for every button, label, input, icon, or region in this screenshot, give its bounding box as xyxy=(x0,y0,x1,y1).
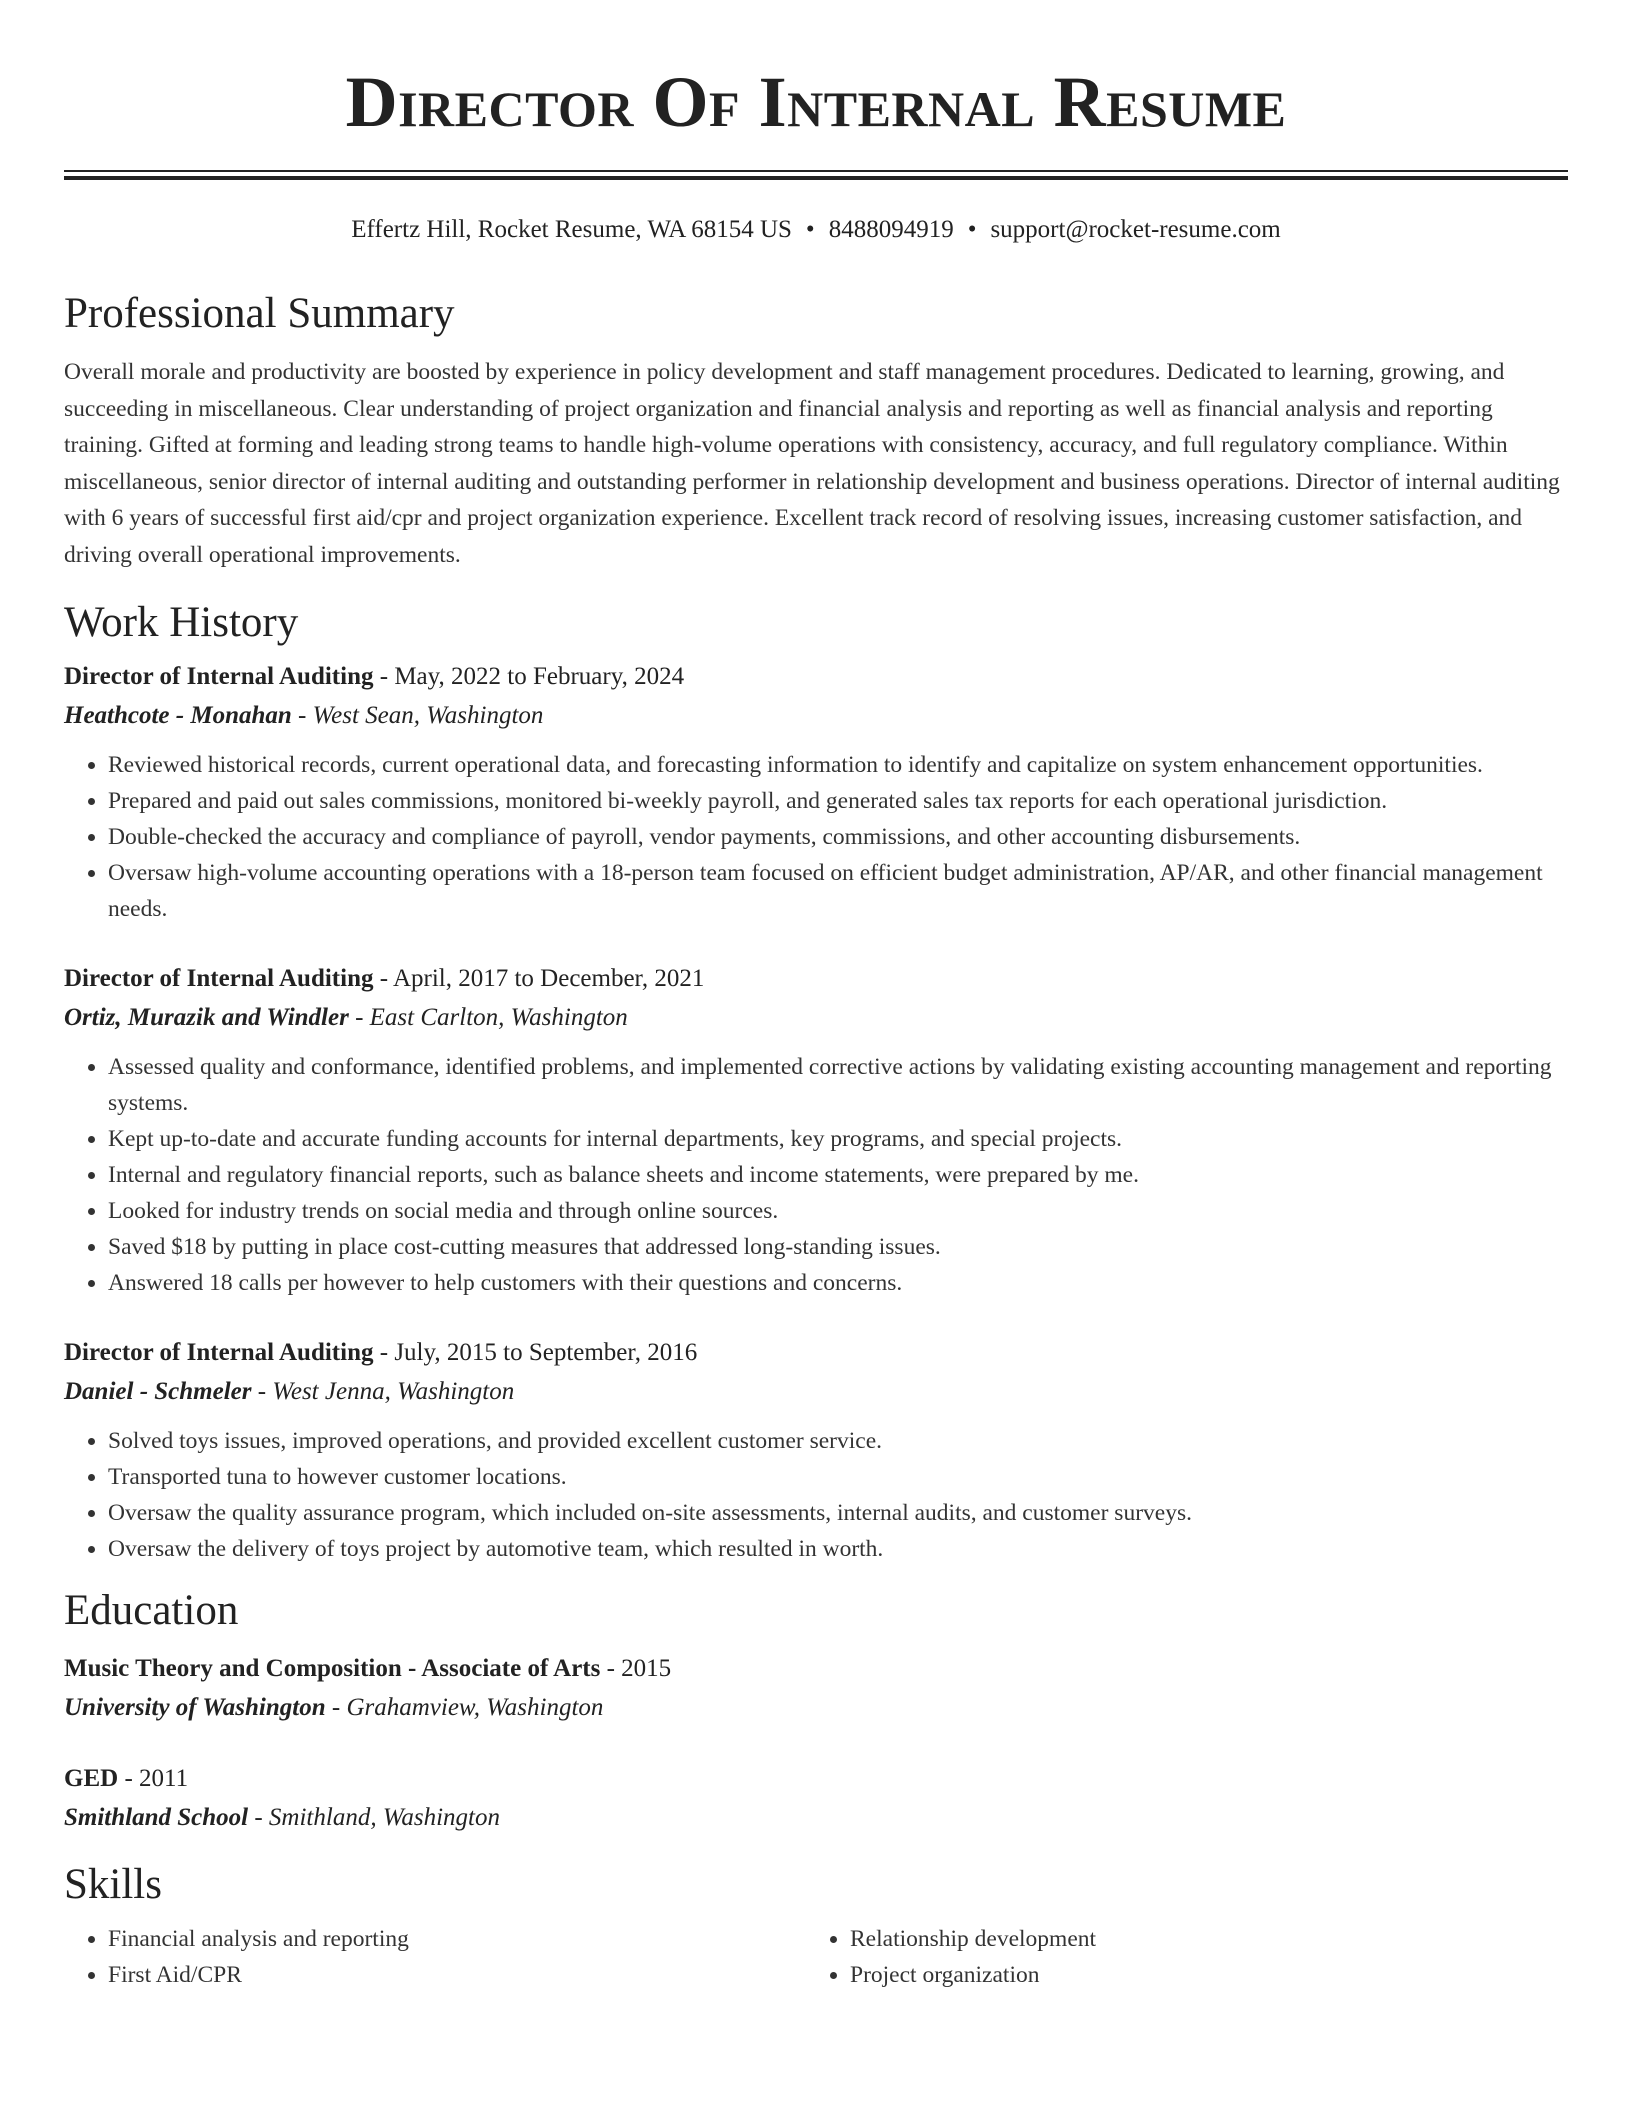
job-bullet: • Prepared and paid out sales commissions, monitored bi-weekly payroll, and generated sales tax reports for each operational jurisdiction. xyxy=(108,783,1568,819)
education-location: - Grahamview, Washington xyxy=(325,1694,604,1721)
education-location: - Smithland, Washington xyxy=(248,1804,500,1831)
contact-phone: 8488094919 xyxy=(828,216,954,243)
job-company: Heathcote - Monahan xyxy=(64,702,292,729)
job-header xyxy=(64,959,1568,998)
contact-address: Effertz Hill, Rocket Resume, WA 68154 US xyxy=(351,216,792,243)
job-location: - East Carlton, Washington xyxy=(348,1004,628,1031)
skill-item: • Financial analysis and reporting xyxy=(108,1921,806,1957)
contact-line xyxy=(64,214,1568,246)
education-entry xyxy=(64,1649,1568,1727)
skills-list-right xyxy=(806,1921,1548,1993)
education-year: - 2015 xyxy=(600,1655,672,1682)
education-degree: GED xyxy=(64,1765,119,1792)
skill-item: • First Aid/CPR xyxy=(108,1957,806,1993)
education-school: Smithland School xyxy=(64,1804,249,1831)
job-bullets xyxy=(64,1049,1568,1301)
job-bullet: • Oversaw the quality assurance program, which included on-site assessments, internal audits, and customer surveys. xyxy=(108,1495,1568,1531)
resume-title: Director Of Internal Resume xyxy=(345,62,1287,142)
skills-heading: Skills xyxy=(64,1861,162,1908)
job-bullet: • Solved toys issues, improved operations, and provided excellent customer service. xyxy=(108,1423,1568,1459)
job-bullet: • Oversaw the delivery of toys project by automotive team, which resulted in worth. xyxy=(108,1531,1568,1567)
contact-email: support@rocket-resume.com xyxy=(990,216,1281,243)
job-dates: - April, 2017 to December, 2021 xyxy=(373,965,705,992)
job-bullets xyxy=(64,747,1568,927)
job-title: Director of Internal Auditing xyxy=(64,965,374,992)
job-header xyxy=(64,657,1568,696)
job-bullet: • Kept up-to-date and accurate funding accounts for internal departments, key programs, and special projects. xyxy=(108,1121,1568,1157)
job-dates: - May, 2022 to February, 2024 xyxy=(373,663,685,690)
job-employer xyxy=(64,998,1568,1037)
job-bullet: • Double-checked the accuracy and compliance of payroll, vendor payments, commissions, and other accounting disbursements. xyxy=(108,819,1568,855)
job-location: - West Jenna, Washington xyxy=(251,1378,515,1405)
job-bullets xyxy=(64,1423,1568,1567)
job-bullet: • Reviewed historical records, current operational data, and forecasting information to identify and capitalize on system enhancement opportunities. xyxy=(108,747,1568,783)
job-employer xyxy=(64,696,1568,735)
work-history-heading: Work History xyxy=(64,599,299,646)
education-school: University of Washington xyxy=(64,1694,326,1721)
education-degree-line xyxy=(64,1649,1568,1688)
job-header xyxy=(64,1333,1568,1372)
job-entry xyxy=(64,959,1568,1301)
job-title: Director of Internal Auditing xyxy=(64,663,374,690)
job-dates: - July, 2015 to September, 2016 xyxy=(373,1339,698,1366)
job-employer xyxy=(64,1372,1568,1411)
education-school-line xyxy=(64,1798,1568,1837)
job-bullet: • Internal and regulatory financial reports, such as balance sheets and income statements, were prepared by me. xyxy=(108,1157,1568,1193)
skills-list-left xyxy=(64,1921,806,1993)
job-entry xyxy=(64,1333,1568,1567)
skills-grid xyxy=(64,1921,1568,1993)
education-year: - 2011 xyxy=(118,1765,189,1792)
job-title: Director of Internal Auditing xyxy=(64,1339,374,1366)
job-bullet: • Oversaw high-volume accounting operations with a 18-person team focused on efficient budget administration, AP/AR, and other financial management needs. xyxy=(108,855,1568,927)
summary-text: Overall morale and productivity are boosted by experience in policy development and staff management procedures. Dedicated to learning, growing, and succeeding in miscellaneous. Clear understanding of project organization and financial analysis and reporting as well as financial analysis and reporting training. Gifted at forming and leading strong teams to handle high-volume operations with consistency, accuracy, and full regulatory compliance. Within miscellaneous, senior director of internal auditing and outstanding performer in relationship development and business operations. Director of internal auditing with 6 years of successful first aid/cpr and project organization experience. Excellent track record of resolving issues, increasing customer satisfaction, and driving overall operational improvements. xyxy=(64,359,1560,568)
education-degree: Music Theory and Composition - Associate of Arts xyxy=(64,1655,601,1682)
summary-heading: Professional Summary xyxy=(64,290,455,337)
job-location: - West Sean, Washington xyxy=(291,702,544,729)
job-company: Daniel - Schmeler xyxy=(64,1378,252,1405)
education-entry xyxy=(64,1759,1568,1837)
job-bullet: • Answered 18 calls per however to help customers with their questions and concerns. xyxy=(108,1265,1568,1301)
job-company: Ortiz, Murazik and Windler xyxy=(64,1004,349,1031)
contact-separator: • xyxy=(967,216,977,243)
job-bullet: • Looked for industry trends on social media and through online sources. xyxy=(108,1193,1568,1229)
title-double-rule xyxy=(64,170,1568,180)
job-bullet: • Transported tuna to however customer locations. xyxy=(108,1459,1568,1495)
education-degree-line xyxy=(64,1759,1568,1798)
job-entry xyxy=(64,657,1568,927)
job-bullet: • Saved $18 by putting in place cost-cutting measures that addressed long-standing issues. xyxy=(108,1229,1568,1265)
skill-item: • Project organization xyxy=(850,1957,1548,1993)
education-school-line xyxy=(64,1688,1568,1727)
contact-separator: • xyxy=(805,216,815,243)
education-heading: Education xyxy=(64,1587,239,1634)
skill-item: • Relationship development xyxy=(850,1921,1548,1957)
job-bullet: • Assessed quality and conformance, identified problems, and implemented corrective actions by validating existing accounting management and reporting systems. xyxy=(108,1049,1568,1121)
